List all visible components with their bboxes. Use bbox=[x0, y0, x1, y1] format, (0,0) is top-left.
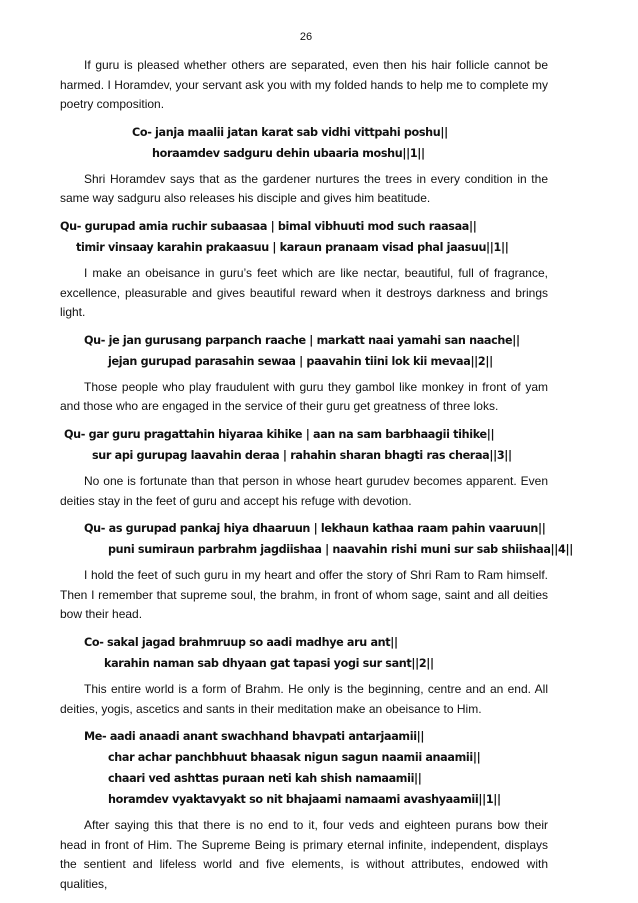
verse-block bbox=[60, 122, 548, 164]
paragraph: This entire world is a form of Brahm. He only is the beginning, centre and an end. All deities, yogis, ascetics and sants in their meditation make an obeisance to Him. bbox=[60, 681, 548, 716]
verse-line: puni sumiraun parbrahm jagdiishaa | naavahin rishi muni sur sab shiishaa||4|| bbox=[108, 543, 573, 557]
verse-line: Qu- gar guru pragattahin hiyaraa kihike | aan na sam barbhaagii tihike|| bbox=[64, 427, 495, 441]
verse-line: sur api gurupag laavahin deraa | rahahin sharan bhagti ras cheraa||3|| bbox=[92, 448, 512, 462]
verse-block bbox=[60, 518, 573, 560]
verse-block bbox=[60, 424, 548, 466]
verse-line: Co- sakal jagad brahmruup so aadi madhye aru ant|| bbox=[84, 635, 398, 649]
verse-block bbox=[60, 632, 548, 674]
page-number: 26 bbox=[299, 31, 313, 43]
paragraph: Those people who play fraudulent with guru they gambol like monkey in front of yam and those who are engaged in the service of their guru get greatness of three loks. bbox=[60, 379, 548, 414]
verse-line: karahin naman sab dhyaan gat tapasi yogi sur sant||2|| bbox=[104, 656, 434, 670]
verse-line: jejan gurupad parasahin sewaa | paavahin tiini lok kii mevaa||2|| bbox=[108, 354, 493, 368]
verse-line: timir vinsaay karahin prakaasuu | karaun pranaam visad phal jaasuu||1|| bbox=[76, 240, 509, 254]
paragraph: I make an obeisance in guru’s feet which are like nectar, beautiful, full of fragrance, excellence, pleasurable and gives beautiful reward when it destroys darkness and brings light. bbox=[60, 265, 548, 320]
verse-line: chaari ved ashttas puraan neti kah shish namaamii|| bbox=[108, 772, 422, 786]
verse-block bbox=[60, 330, 548, 372]
verse-line: Qu- gurupad amia ruchir subaasaa | bimal vibhuuti mod such raasaa|| bbox=[60, 219, 477, 233]
paragraph: I hold the feet of such guru in my heart and offer the story of Shri Ram to Ram himself. Then I remember that supreme soul, the brahm, in front of whom sage, saint and all deities bow their head. bbox=[60, 568, 548, 622]
paragraph: If guru is pleased whether others are separated, even then his hair follicle cannot be harmed. I Horamdev, your servant ask you with my folded hands to help me to complete my poetry composition. bbox=[60, 58, 548, 112]
paragraph: Shri Horamdev says that as the gardener nurtures the trees in every condition in the same way sadguru also releases his disciple and gives him beatitude. bbox=[60, 171, 548, 206]
paragraph: After saying this that there is no end to it, four veds and eighteen purans bow their head in front of Him. The Supreme Being is primary eternal infinite, independent, displays the sentient and lifeless world and five elements, is without attributes, endowed with qualities, bbox=[60, 818, 548, 891]
verse-line: Qu- je jan gurusang parpanch raache | markatt naai yamahi san naache|| bbox=[84, 333, 520, 347]
verse-block bbox=[60, 216, 548, 258]
verse-line: char achar panchbhuut bhaasak nigun sagun naamii anaamii|| bbox=[108, 751, 481, 765]
verse-block bbox=[60, 726, 548, 810]
page-content bbox=[60, 56, 573, 901]
verse-line: horamdev vyaktavyakt so nit bhajaami namaami avashyaamii||1|| bbox=[108, 793, 501, 807]
verse-line: Me- aadi anaadi anant swachhand bhavpati antarjaamii|| bbox=[84, 730, 425, 744]
paragraph: No one is fortunate than that person in whose heart gurudev becomes apparent. Even deities stay in the feet of guru and accept his refuge with devotion. bbox=[60, 473, 548, 508]
verse-line: Qu- as gurupad pankaj hiya dhaaruun | lekhaun kathaa raam pahin vaaruun|| bbox=[84, 522, 546, 536]
verse-line: Co- janja maalii jatan karat sab vidhi vittpahi poshu|| bbox=[132, 125, 448, 139]
verse-line: horaamdev sadguru dehin ubaaria moshu||1|| bbox=[152, 146, 425, 160]
